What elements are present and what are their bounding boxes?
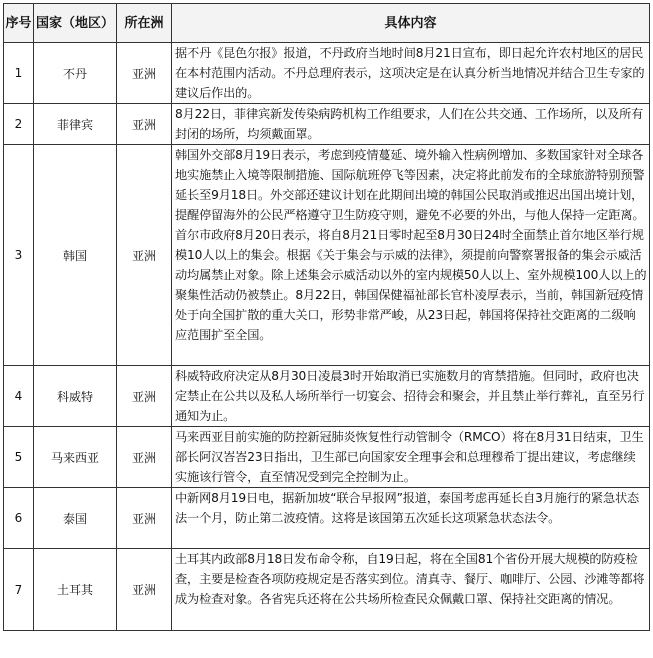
row-continent: 亚洲 bbox=[117, 43, 172, 104]
row-content: 科威特政府决定从8月30日凌晨3时开始取消已实施数月的宵禁措施。但同时，政府也决定禁止在公共以及私人场所举行一切宴会、招待会和聚会，并且禁止举行葬礼，直至另行通知为止。 bbox=[172, 366, 650, 427]
table-row bbox=[4, 366, 650, 427]
row-country: 土耳其 bbox=[34, 549, 117, 631]
header-index: 序号 bbox=[4, 4, 34, 43]
row-content: 8月22日，菲律宾新发传染病跨机构工作组要求，人们在公共交通、工作场所，以及所有封闭的场所，均须戴面罩。 bbox=[172, 104, 650, 145]
table-row bbox=[4, 145, 650, 366]
table-row bbox=[4, 549, 650, 631]
row-country: 泰国 bbox=[34, 488, 117, 549]
row-index: 4 bbox=[4, 366, 34, 427]
row-country: 马来西亚 bbox=[34, 427, 117, 488]
header-continent: 所在洲 bbox=[117, 4, 172, 43]
header-country: 国家（地区） bbox=[34, 4, 117, 43]
table-header-row bbox=[4, 4, 650, 43]
policy-table bbox=[3, 3, 650, 631]
row-continent: 亚洲 bbox=[117, 366, 172, 427]
row-index: 2 bbox=[4, 104, 34, 145]
row-country: 不丹 bbox=[34, 43, 117, 104]
table-row bbox=[4, 427, 650, 488]
header-content: 具体内容 bbox=[172, 4, 650, 43]
row-continent: 亚洲 bbox=[117, 104, 172, 145]
row-content: 韩国外交部8月19日表示，考虑到疫情蔓延、境外输入性病例增加、多数国家针对全球各地实施禁止入境等限制措施、国际航班停飞等因素，决定将此前发布的全球旅游特别预警延长至9月18日。外交部还建议计划在此期间出境的韩国公民取消或推迟出国出境计划，提醒停留海外的公民严格遵守卫生防疫守则，避免不必要的外出，与他人保持一定距离。首尔市政府8月20日表示，将自8月21日零时起至8月30日24时全面禁止首尔地区举行规模10人以上的集会。根据《关于集会与示威的法律》，须提前向警察署报备的集会示威活动均属禁止对象。除上述集会示威活动以外的室内规模50人以上、室外规模100人以上的聚集性活动仍被禁止。8月22日，韩国保健福祉部长官朴凌厚表示，当前，韩国新冠疫情处于向全国扩散的重大关口，形势非常严峻，从23日起，韩国将保持社交距离的二级响应范围扩至全国。 bbox=[172, 145, 650, 366]
row-content: 中新网8月19日电，据新加坡“联合早报网”报道，泰国考虑再延长自3月施行的紧急状态法一个月，防止第二波疫情。这将是该国第五次延长这项紧急状态法令。 bbox=[172, 488, 650, 549]
row-continent: 亚洲 bbox=[117, 145, 172, 366]
row-index: 6 bbox=[4, 488, 34, 549]
row-content: 据不丹《昆色尔报》报道，不丹政府当地时间8月21日宣布，即日起允许农村地区的居民在本村范围内活动。不丹总理府表示，这项决定是在认真分析当地情况并结合卫生专家的建议后作出的。 bbox=[172, 43, 650, 104]
row-index: 1 bbox=[4, 43, 34, 104]
row-country: 菲律宾 bbox=[34, 104, 117, 145]
row-index: 5 bbox=[4, 427, 34, 488]
row-country: 韩国 bbox=[34, 145, 117, 366]
row-continent: 亚洲 bbox=[117, 549, 172, 631]
row-content: 土耳其内政部8月18日发布命令称，自19日起，将在全国81个省份开展大规模的防疫检查，主要是检查各项防疫规定是否落实到位。清真寺、餐厅、咖啡厅、公园、沙滩等都将成为检查对象。各省宪兵还将在公共场所检查民众佩戴口罩、保持社交距离的情况。 bbox=[172, 549, 650, 631]
row-country: 科威特 bbox=[34, 366, 117, 427]
table-row bbox=[4, 104, 650, 145]
table-row bbox=[4, 43, 650, 104]
row-continent: 亚洲 bbox=[117, 427, 172, 488]
table-row bbox=[4, 488, 650, 549]
row-index: 7 bbox=[4, 549, 34, 631]
row-content: 马来西亚目前实施的防控新冠肺炎恢复性行动管制令（RMCO）将在8月31日结束，卫生部长阿汉峇峇23日指出，卫生部已向国家安全理事会和总理穆希丁提出建议，考虑继续实施该行管令，直至情况受到完全控制为止。 bbox=[172, 427, 650, 488]
row-index: 3 bbox=[4, 145, 34, 366]
row-continent: 亚洲 bbox=[117, 488, 172, 549]
